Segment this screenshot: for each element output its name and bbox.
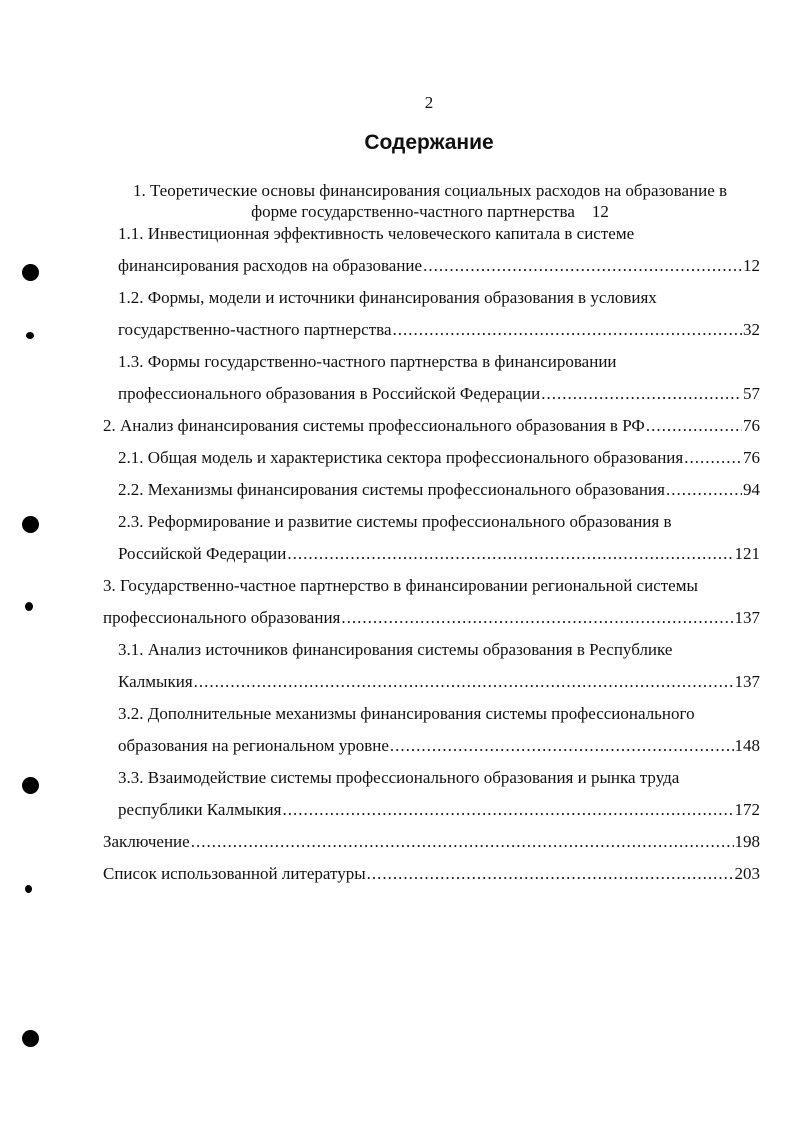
scan-speck bbox=[25, 885, 32, 893]
page-number: 2 bbox=[424, 93, 434, 112]
toc-entry-3-3-line-1: 3.3. Взаимодействие системы профессионального образования и рынка труда bbox=[118, 768, 680, 787]
toc-entry-1-page: 12 bbox=[591, 202, 609, 221]
toc-entry-1-1-text: финансирования расходов на образование bbox=[118, 256, 423, 275]
toc-entry-references-text: Список использованной литературы bbox=[103, 864, 366, 883]
toc-entry-1-2-line-1: 1.2. Формы, модели и источники финансирования образования в условиях bbox=[118, 288, 657, 307]
toc-entry-1-2 bbox=[118, 320, 760, 340]
toc-entry-3-1-page: 137 bbox=[734, 672, 760, 691]
toc-entry-3-line-1: 3. Государственно-частное партнерство в финансировании региональной системы bbox=[103, 576, 698, 595]
toc-entry-2-3-page: 121 bbox=[734, 544, 760, 563]
leader-dots bbox=[646, 416, 742, 436]
toc-entry-2-text: 2. Анализ финансирования системы профессионального образования в РФ bbox=[103, 416, 645, 435]
leader-dots bbox=[282, 800, 733, 820]
toc-entry-3-text: профессионального образования bbox=[103, 608, 341, 627]
toc-entry-1-line-1: 1. Теоретические основы финансирования социальных расходов на образование в bbox=[132, 181, 728, 200]
leader-dots bbox=[287, 544, 733, 564]
punch-hole bbox=[22, 264, 39, 281]
toc-entry-1-line-2 bbox=[100, 202, 760, 222]
toc-entry-1-text: форме государственно-частного партнерства bbox=[251, 202, 575, 221]
toc-entry-references bbox=[103, 864, 760, 884]
scan-speck bbox=[26, 332, 34, 339]
toc-entry-1-1-line-1: 1.1. Инвестиционная эффективность человеческого капитала в системе bbox=[118, 224, 635, 243]
leader-dots bbox=[393, 320, 742, 340]
toc-entry-3-3-text: республики Калмыкия bbox=[118, 800, 282, 819]
leader-dots bbox=[191, 832, 734, 852]
toc-entry-3-3 bbox=[118, 800, 760, 820]
toc-entry-2-3-text: Российской Федерации bbox=[118, 544, 287, 563]
toc-entry-3-1-line-1: 3.1. Анализ источников финансирования системы образования в Республике bbox=[118, 640, 673, 659]
toc-entry-2-3 bbox=[118, 544, 760, 564]
toc-entry-1-3-text: профессионального образования в Российской Федерации bbox=[118, 384, 541, 403]
toc-entry-1-3-page: 57 bbox=[743, 384, 760, 403]
toc-entry-1-1-page: 12 bbox=[743, 256, 760, 275]
toc-entry-2-3-line-1: 2.3. Реформирование и развитие системы профессионального образования в bbox=[118, 512, 672, 531]
leader-dots bbox=[666, 480, 742, 500]
toc-entry-conclusion-text: Заключение bbox=[103, 832, 190, 851]
toc-entry-3-3-page: 172 bbox=[734, 800, 760, 819]
leader-dots bbox=[194, 672, 734, 692]
toc-entry-2-1-text: 2.1. Общая модель и характеристика сектора профессионального образования bbox=[118, 448, 684, 467]
toc-entry-3-2-text: образования на региональном уровне bbox=[118, 736, 389, 755]
toc-entry-2-1-page: 76 bbox=[743, 448, 760, 467]
leader-dots bbox=[341, 608, 733, 628]
leader-dots bbox=[541, 384, 742, 404]
toc-entry-references-page: 203 bbox=[734, 864, 760, 883]
scan-speck bbox=[25, 602, 33, 611]
toc-entry-1-2-page: 32 bbox=[743, 320, 760, 339]
punch-hole bbox=[22, 777, 39, 794]
leader-dots bbox=[684, 448, 742, 468]
toc-entry-conclusion-page: 198 bbox=[734, 832, 760, 851]
toc-entry-2-page: 76 bbox=[743, 416, 760, 435]
toc-entry-3-page: 137 bbox=[734, 608, 760, 627]
leader-dots bbox=[390, 736, 734, 756]
toc-entry-2 bbox=[103, 416, 760, 436]
toc-entry-3-2 bbox=[118, 736, 760, 756]
toc-entry-1-1 bbox=[118, 256, 760, 276]
toc-entry-2-2 bbox=[118, 480, 760, 500]
toc-entry-3-2-page: 148 bbox=[734, 736, 760, 755]
toc-entry-2-1 bbox=[118, 448, 760, 468]
toc-entry-conclusion bbox=[103, 832, 760, 852]
leader-dots bbox=[367, 864, 734, 884]
toc-entry-3-1 bbox=[118, 672, 760, 692]
punch-hole bbox=[22, 1030, 39, 1047]
toc-entry-3 bbox=[103, 608, 760, 628]
toc-entry-1-3 bbox=[118, 384, 760, 404]
leader-dots bbox=[423, 256, 742, 276]
punch-hole bbox=[22, 516, 39, 533]
toc-entry-2-2-text: 2.2. Механизмы финансирования системы профессионального образования bbox=[118, 480, 665, 499]
toc-entry-3-2-line-1: 3.2. Дополнительные механизмы финансирования системы профессионального bbox=[118, 704, 695, 723]
page-title: Содержание bbox=[364, 131, 494, 154]
toc-entry-3-1-text: Калмыкия bbox=[118, 672, 193, 691]
toc-entry-2-2-page: 94 bbox=[743, 480, 760, 499]
toc-entry-1-2-text: государственно-частного партнерства bbox=[118, 320, 392, 339]
toc-entry-1-3-line-1: 1.3. Формы государственно-частного партнерства в финансировании bbox=[118, 352, 617, 371]
